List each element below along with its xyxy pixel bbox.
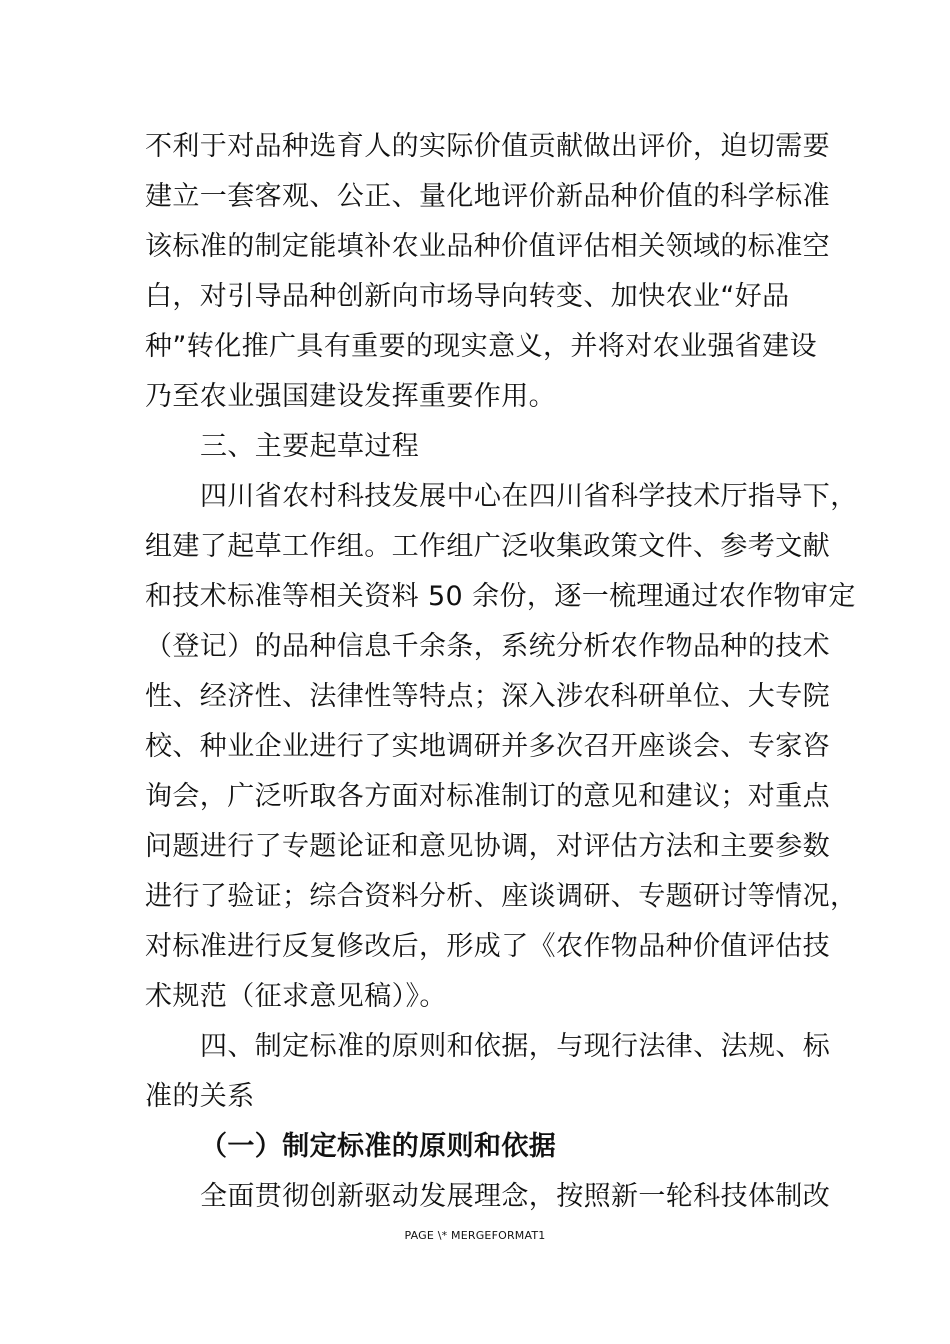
- page-footer-field: PAGE \* MERGEFORMAT1: [404, 1229, 546, 1242]
- body-text-line: 询会，广泛听取各方面对标准制订的意见和建议；对重点: [145, 781, 830, 812]
- body-text-line: 对标准进行反复修改后，形成了《农作物品种价值评估技: [145, 931, 830, 962]
- body-text-line: （登记）的品种信息千余条，系统分析农作物品种的技术: [145, 631, 830, 662]
- section-heading-3: 三、主要起草过程: [200, 431, 420, 462]
- body-text-line: 全面贯彻创新驱动发展理念，按照新一轮科技体制改: [200, 1181, 831, 1212]
- subsection-heading: （一）制定标准的原则和依据: [200, 1131, 557, 1162]
- body-text-line: 白，对引导品种创新向市场导向转变、加快农业“好品: [145, 281, 790, 312]
- body-text-line: 和技术标准等相关资料 50 余份，逐一梳理通过农作物审定: [145, 581, 856, 612]
- body-text-line: 建立一套客观、公正、量化地评价新品种价值的科学标准: [145, 181, 830, 212]
- body-text-line: 问题进行了专题论证和意见协调，对评估方法和主要参数: [145, 831, 830, 862]
- body-text-line: 校、种业企业进行了实地调研并多次召开座谈会、专家咨: [145, 731, 830, 762]
- body-text-line: 乃至农业强国建设发挥重要作用。: [145, 381, 556, 412]
- body-text-line: 种”转化推广具有重要的现实意义，并将对农业强省建设: [145, 331, 817, 362]
- body-text-line: 组建了起草工作组。工作组广泛收集政策文件、参考文献: [145, 531, 830, 562]
- section-heading-4-cont: 准的关系: [145, 1081, 255, 1112]
- body-text-line: 性、经济性、法律性等特点；深入涉农科研单位、大专院: [145, 681, 830, 712]
- section-heading-4: 四、制定标准的原则和依据，与现行法律、法规、标: [200, 1031, 831, 1062]
- body-text-line: 术规范（征求意见稿）》。: [145, 981, 447, 1012]
- body-text-line: 四川省农村科技发展中心在四川省科学技术厅指导下，: [200, 481, 858, 512]
- body-text-line: 该标准的制定能填补农业品种价值评估相关领域的标准空: [145, 231, 830, 262]
- body-text-line: 进行了验证；综合资料分析、座谈调研、专题研讨等情况，: [145, 881, 858, 912]
- body-text-line: 不利于对品种选育人的实际价值贡献做出评价，迫切需要: [145, 131, 830, 162]
